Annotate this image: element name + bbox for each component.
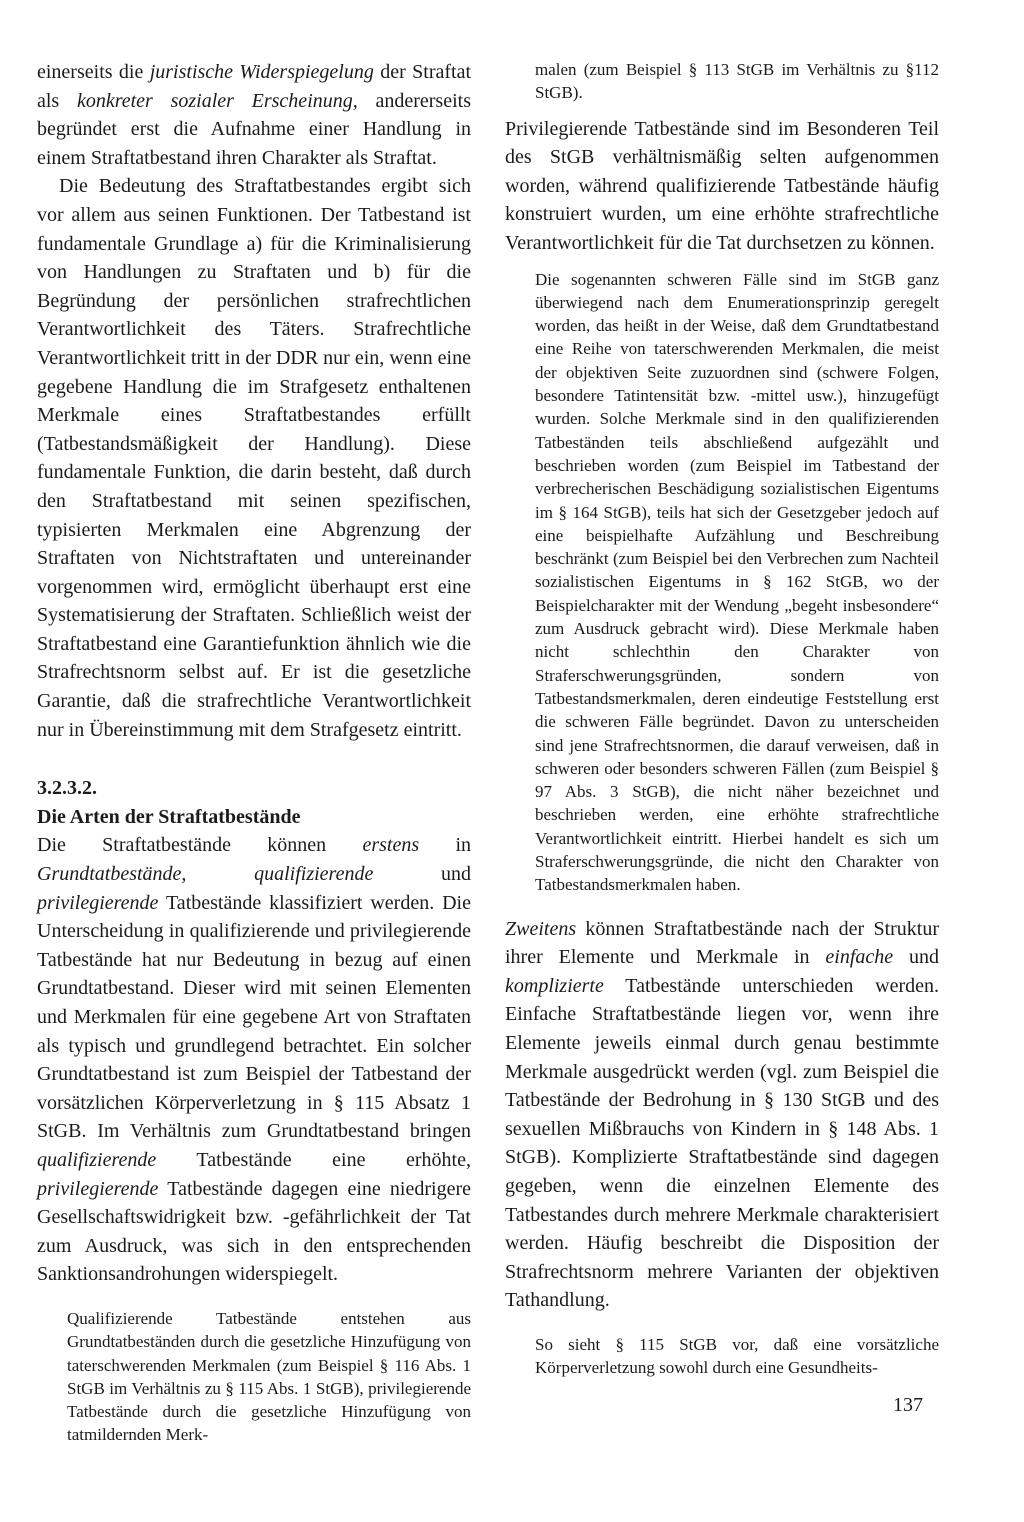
text-run: Qualifizierende Tatbestände entstehen aus Grundtatbeständen durch die gesetzliche Hinzufügung von taterschwerenden Merkmalen (zum Beispiel § 116 Abs. 1 StGB im Verhältnis zu § 115 Abs. 1 StGB), privilegierende Tatbestände durch die gesetzliche Hinzufügung von tatmildernden Merk-	[67, 1308, 471, 1445]
emphasized-text: privilegierende	[37, 891, 159, 914]
text-run: Tatbestände dagegen eine niedrigere Gesellschaftswidrigkeit bzw. -gefährlichkeit der Tat zum Ausdruck, was sich in den entsprechenden Sanktionsandrohungen widerspiegelt.	[37, 1177, 471, 1286]
right-small-paragraph-1	[535, 58, 939, 105]
right-small-paragraph-3	[535, 268, 939, 897]
section-number: 3.2.3.2.	[37, 777, 97, 800]
text-run: malen (zum Beispiel § 113 StGB im Verhältnis zu §112 StGB).	[535, 60, 939, 103]
right-paragraph-2	[505, 115, 939, 258]
emphasized-text: komplizierte	[505, 974, 604, 997]
text-run: Die Bedeutung des Straftatbestandes ergibt sich vor allem aus seinen Funktionen. Der Tatbestand ist fundamentale Grundlage a) für die Kriminalisierung von Handlungen zu Straftaten und b) für die Begründung der persönlichen strafrechtlichen Verantwortlichkeit des Täters. Strafrechtliche Verantwortlichkeit tritt in der DDR nur ein, wenn eine gegebene Handlung die im Strafgesetz enthaltenen Merkmale eines Straftatbestandes erfüllt (Tatbestandsmäßigkeit der Handlung). Diese fundamentale Funktion, die darin besteht, daß durch den Straftatbestand mit seinen spezifischen, typisierten Merkmalen eine Abgrenzung der Straftaten von Nichtstraftaten und untereinander vorgenommen wird, ermöglicht überhaupt erst eine Systematisierung der Straftaten. Schließlich weist der Straftatbestand eine Garantiefunktion ähnlich wie die Strafrechtsnorm selbst auf. Er ist die gesetzliche Garantie, daß die strafrechtliche Verantwortlichkeit nur in Übereinstimmung mit dem Strafgesetz eintritt.	[37, 175, 471, 741]
emphasized-text: einfache	[825, 946, 894, 969]
left-small-paragraph	[67, 1307, 471, 1447]
text-run: So sieht § 115 StGB vor, daß eine vorsätzliche Körperverletzung sowohl durch eine Gesundheits-	[535, 1334, 939, 1378]
emphasized-text: qualifizierende	[37, 1148, 157, 1171]
text-run: Die Straftatbestände können	[37, 834, 363, 857]
text-run: einerseits die	[37, 61, 150, 83]
emphasized-text: erstens	[362, 834, 420, 857]
text-run: und	[893, 946, 940, 969]
text-run: Tatbestände unterschieden werden. Einfache Straftatbestände liegen vor, wenn ihre Elemente jeweils einmal durch genau bestimmte Merkmale ausgedrückt werden (vgl. zum Beispiel die Tatbestände der Bedrohung in § 130 StGB und des sexuellen Mißbrauchs von Kindern in § 148 Abs. 1 StGB). Komplizierte Straftatbestände sind dagegen gegeben, wenn die einzelnen Elemente des Tatbestandes durch mehrere Merkmale charakterisiert werden. Häufig beschreibt die Disposition der Strafrechtsnorm mehrere Varianten der objektiven Tathandlung.	[505, 974, 939, 1312]
text-run: andererseits begründet erst die Aufnahme einer Handlung in einem Straftatbestand ihren Charakter als Straftat.	[37, 89, 471, 169]
emphasized-text: Zweitens	[505, 917, 577, 940]
left-column	[37, 58, 471, 1447]
section-title: Die Arten der Straftatbestände	[37, 805, 301, 828]
text-run: in	[419, 834, 472, 857]
text-run: Privilegierende Tatbestände sind im Besonderen Teil des StGB verhältnismäßig selten aufgenommen worden, während qualifizierende Tatbestände häufig konstruiert wurden, um eine erhöhte strafrechtliche Verantwortlichkeit für die Tat durchsetzen zu können.	[505, 117, 939, 254]
left-paragraph-3	[37, 831, 471, 1289]
emphasized-text: Grundtatbestände, qualifizierende	[37, 863, 374, 886]
right-small-paragraph-5	[535, 1333, 939, 1380]
text-run: und	[373, 863, 472, 886]
emphasized-text: konkreter sozialer Erscheinung,	[76, 89, 358, 112]
text-run: der Straftat als	[37, 61, 472, 112]
left-paragraph-2	[37, 172, 471, 744]
emphasized-text: privilegierende	[37, 1177, 159, 1200]
page-number: 137	[893, 1394, 923, 1416]
text-run: können Straftatbestände nach der Struktur ihrer Elemente und Merkmale in	[505, 917, 939, 969]
text-run: Tatbestände eine erhöhte,	[156, 1148, 471, 1171]
text-run: Die sogenannten schweren Fälle sind im StGB ganz überwiegend nach dem Enumerationsprinzip geregelt worden, das heißt in der Weise, daß dem Grundtatbestand eine Reihe von taterschwerenden Merkmalen, die meist der objektiven Seite zuzuordnen sind (schwere Folgen, besondere Tatintensität bzw. -mittel usw.), hinzugefügt wurden. Solche Merkmale sind in den qualifizierenden Tatbeständen teils abschließend aufgezählt und beschrieben worden (zum Beispiel im Tatbestand der verbrecherischen Beschädigung sozialistischen Eigentums im § 164 StGB), teils hat sich der Gesetzgeber jedoch auf eine beispielhafte Aufzählung und Beschreibung beschränkt (zum Beispiel bei den Verbrechen zum Nachteil sozialistischen Eigentums in § 162 StGB, wo der Beispielcharakter mit der Wendung „begeht insbesondere“ zum Ausdruck gebracht wird). Diese Merkmale haben nicht schlechthin den Charakter von Straferschwerungsgründen, sondern von Tatbestandsmerkmalen, deren eindeutige Feststellung erst die schweren Fälle begründet. Davon zu unterscheiden sind jene Strafrechtsnormen, die darauf verweisen, daß in schweren oder besonders schweren Fällen (zum Beispiel § 97 Abs. 3 StGB), die nicht näher bezeichnet und beschrieben werden, eine erhöhte strafrechtliche Verantwortlichkeit eintritt. Hierbei handelt es sich um Straferschwerungsgründe, die nicht den Charakter von Tatbestandsmerkmalen haben.	[535, 269, 939, 895]
right-paragraph-4	[505, 915, 939, 1315]
emphasized-text: juristische Widerspiegelung	[149, 61, 374, 83]
right-column	[505, 58, 939, 1379]
text-run: Tatbestände klassifiziert werden. Die Unterscheidung in qualifizierende und privilegierende Tatbestände hat nur Bedeutung in bezug auf einen Grundtatbestand. Dieser wird mit seinen Elementen und Merkmalen für eine gegebene Art von Straftaten als typisch und grundlegend betrachtet. Ein solcher Grundtatbestand ist zum Beispiel der Tatbestand der vorsätzlichen Körperverletzung in § 115 Absatz 1 StGB. Im Verhältnis zum Grundtatbestand bringen	[37, 891, 471, 1143]
left-paragraph-1	[37, 58, 471, 172]
